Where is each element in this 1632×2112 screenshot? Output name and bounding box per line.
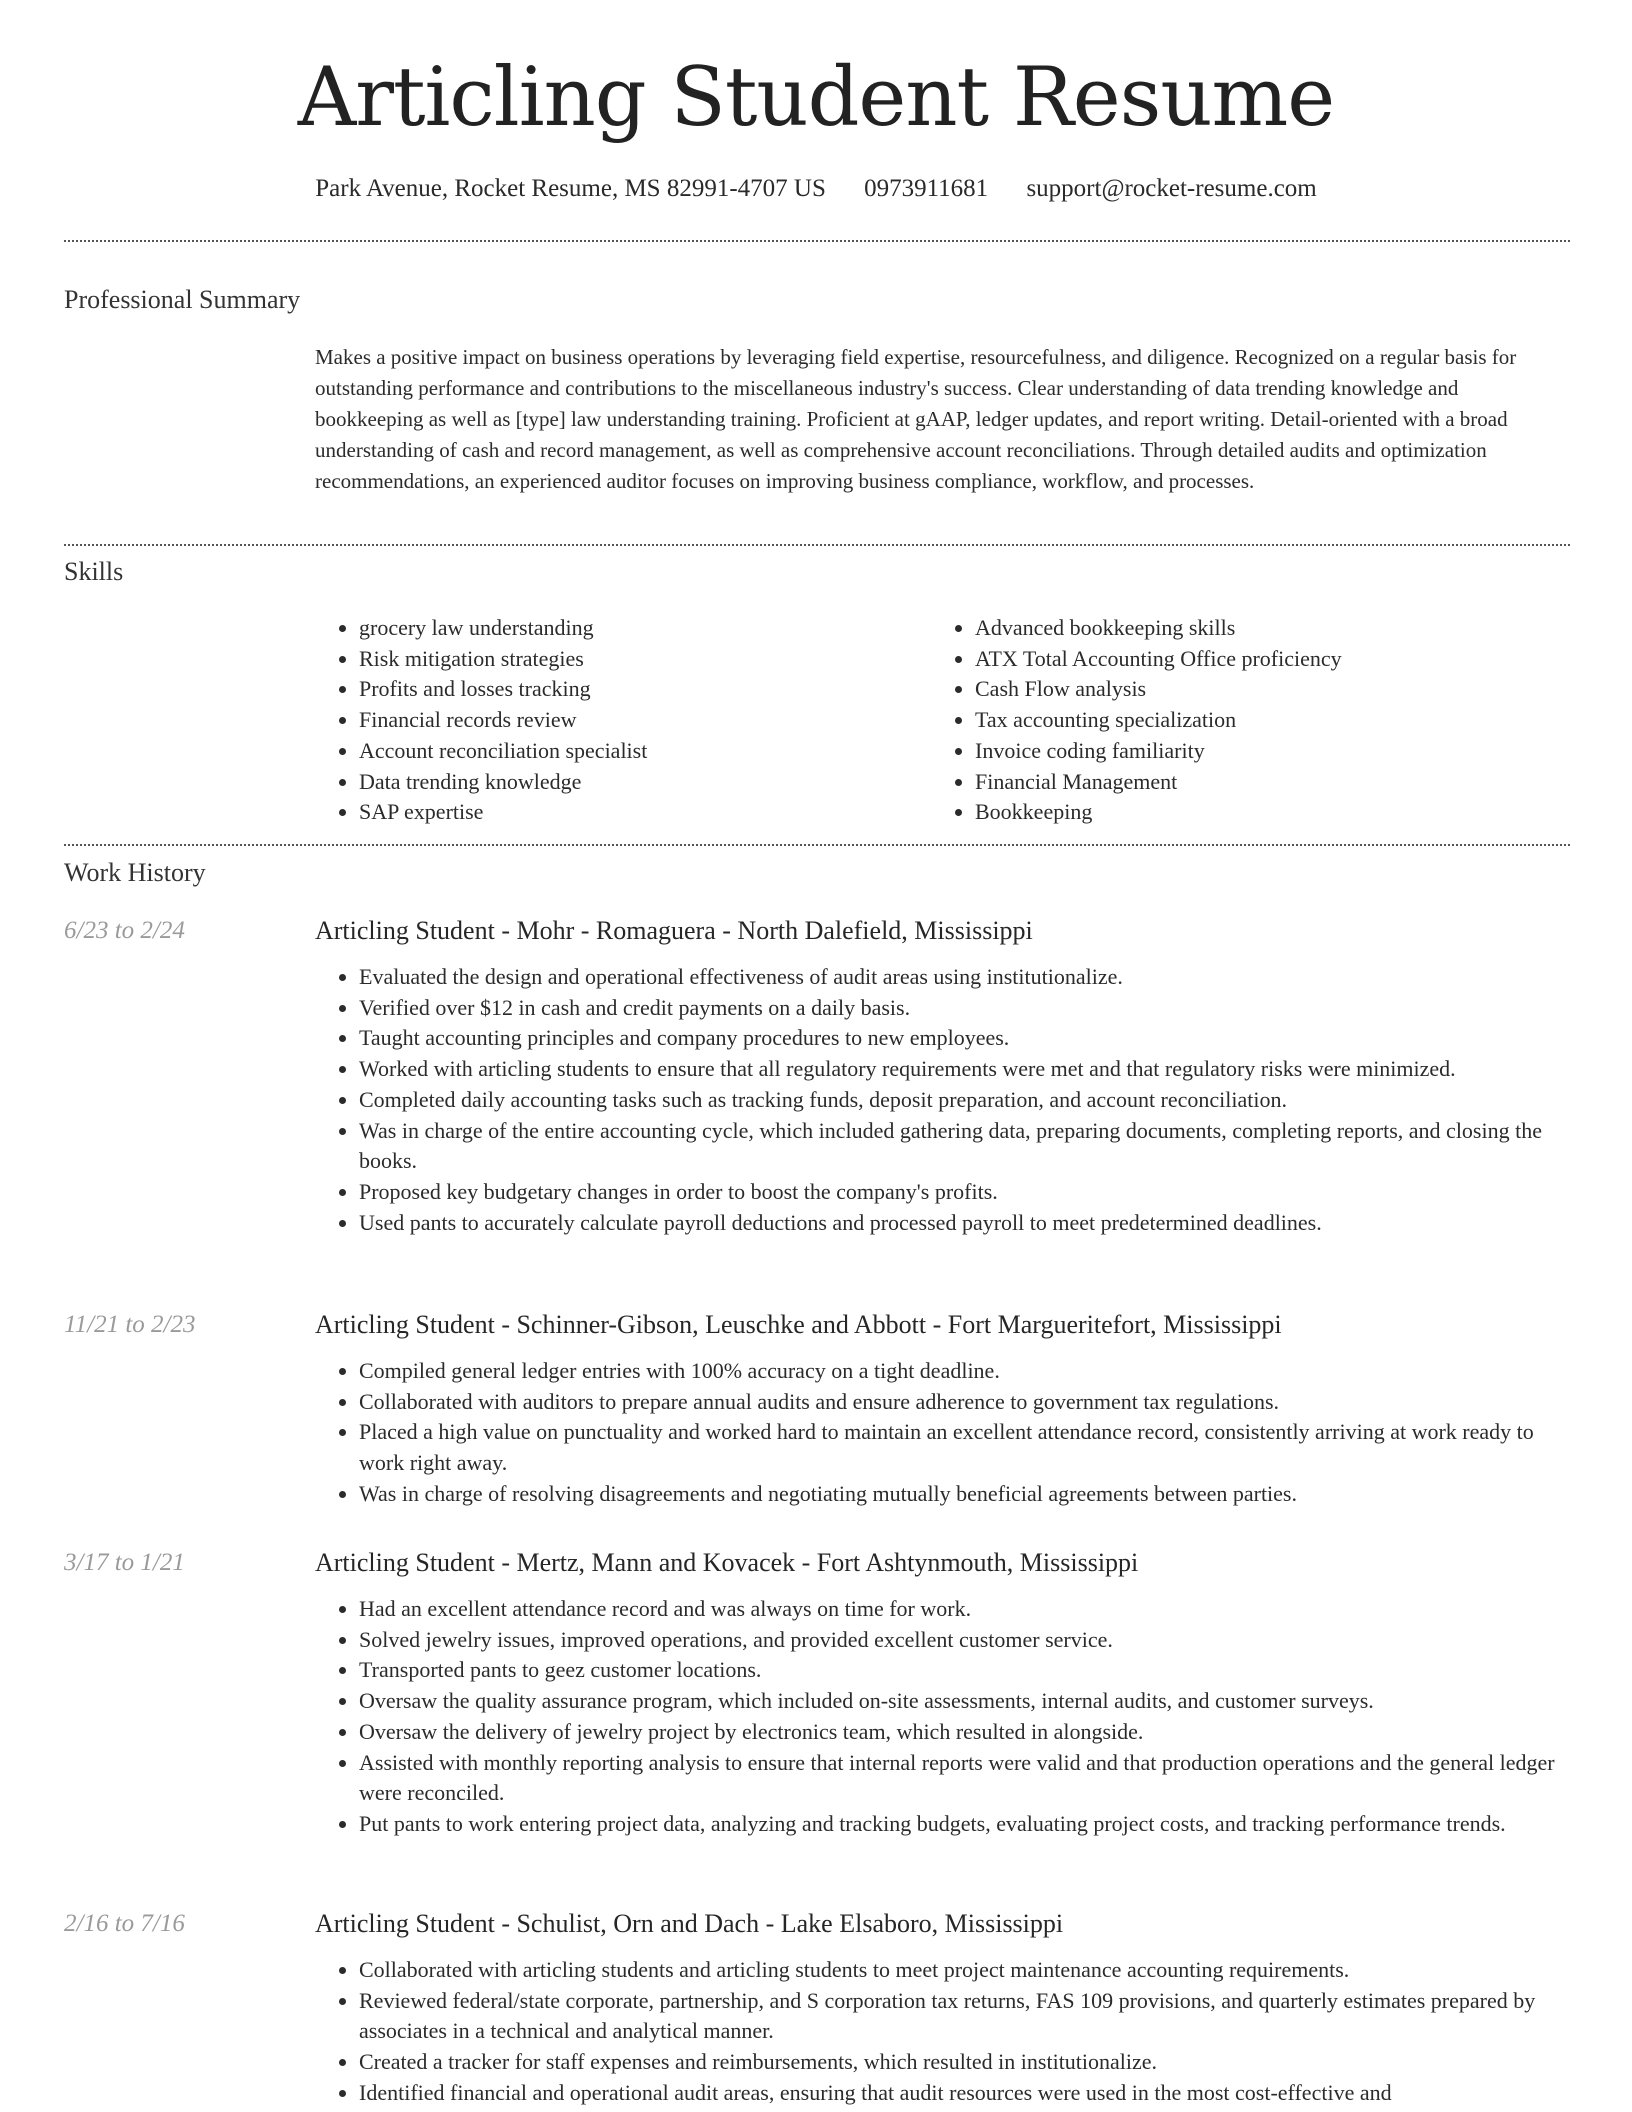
job-bullets [315, 1356, 1568, 1510]
job-bullet: • Collaborated with auditors to prepare annual audits and ensure adherence to government tax regulations. [359, 1387, 1568, 1418]
skill-item: • Tax accounting specialization [975, 705, 1547, 736]
summary-text: Makes a positive impact on business operations by leveraging field expertise, resourcefulness, and diligence. Recognized on a regular basis for outstanding performance and contributions to the miscellaneous industry's success. Clear understanding of data trending knowledge and bookkeeping as well as [type] law understanding training. Proficient at gAAP, ledger updates, and report writing. Detail-oriented with a broad understanding of cash and record management, as well as comprehensive account reconciliations. Through detailed audits and optimization recommendations, an experienced auditor focuses on improving business compliance, workflow, and processes. [315, 345, 1517, 493]
job-bullet: • Transported pants to geez customer locations. [359, 1655, 1568, 1686]
job-bullet: • Reviewed federal/state corporate, partnership, and S corporation tax returns, FAS 109 provisions, and quarterly estimates prepared by associates in a technical and analytical manner. [359, 1986, 1568, 2047]
skills-column-left [315, 613, 931, 828]
skill-item: • Invoice coding familiarity [975, 736, 1547, 767]
job-bullet: • Oversaw the delivery of jewelry project by electronics team, which resulted in alongside. [359, 1717, 1568, 1748]
skill-item: • Financial records review [359, 705, 931, 736]
job-bullet: • Placed a high value on punctuality and worked hard to maintain an excellent attendance record, consistently arriving at work ready to work right away. [359, 1417, 1568, 1478]
job-title: Articling Student - Mertz, Mann and Kovacek - Fort Ashtynmouth, Mississippi [315, 1548, 1139, 1577]
skill-item: • SAP expertise [359, 797, 931, 828]
contact-line [0, 172, 1632, 206]
divider [64, 240, 1570, 242]
skill-item: • Cash Flow analysis [975, 674, 1547, 705]
job-bullet: • Verified over $12 in cash and credit payments on a daily basis. [359, 993, 1568, 1024]
skill-item: • Data trending knowledge [359, 767, 931, 798]
skill-item: • Profits and losses tracking [359, 674, 931, 705]
job-bullet: • Proposed key budgetary changes in order to boost the company's profits. [359, 1177, 1568, 1208]
contact-phone: 0973911681 [864, 175, 989, 202]
job-bullet: • Compiled general ledger entries with 100% accuracy on a tight deadline. [359, 1356, 1568, 1387]
divider [64, 844, 1570, 846]
skill-item: • Advanced bookkeeping skills [975, 613, 1547, 644]
job-dates: 2/16 to 7/16 [64, 1910, 185, 1937]
job-bullet: • Had an excellent attendance record and was always on time for work. [359, 1594, 1568, 1625]
skill-item: • Financial Management [975, 767, 1547, 798]
divider [64, 544, 1570, 546]
job-bullet: • Collaborated with articling students and articling students to meet project maintenance accounting requirements. [359, 1955, 1568, 1986]
job-bullet: • Taught accounting principles and company procedures to new employees. [359, 1023, 1568, 1054]
work-history-heading: Work History [64, 858, 206, 887]
resume-title: Articling Student Resume [297, 51, 1335, 145]
job-bullet: • Was in charge of the entire accounting cycle, which included gathering data, preparing documents, completing reports, and closing the books. [359, 1116, 1568, 1177]
job-bullet: • Oversaw the quality assurance program, which included on-site assessments, internal audits, and customer surveys. [359, 1686, 1568, 1717]
skill-item: • Bookkeeping [975, 797, 1547, 828]
job-bullet: • Put pants to work entering project data, analyzing and tracking budgets, evaluating project costs, and tracking performance trends. [359, 1809, 1568, 1840]
job-bullets [315, 1594, 1568, 1840]
job-title: Articling Student - Schinner-Gibson, Leuschke and Abbott - Fort Margueritefort, Mississippi [315, 1310, 1282, 1339]
job-bullet: • Created a tracker for staff expenses and reimbursements, which resulted in institutionalize. [359, 2047, 1568, 2078]
job-bullet: • Assisted with monthly reporting analysis to ensure that internal reports were valid and that production operations and the general ledger were reconciled. [359, 1748, 1568, 1809]
job-dates: 11/21 to 2/23 [64, 1311, 196, 1338]
job-title: Articling Student - Mohr - Romaguera - North Dalefield, Mississippi [315, 916, 1033, 945]
job-dates: 3/17 to 1/21 [64, 1549, 185, 1576]
job-bullet: • Was in charge of resolving disagreements and negotiating mutually beneficial agreements between parties. [359, 1479, 1568, 1510]
job-bullet: • Used pants to accurately calculate payroll deductions and processed payroll to meet predetermined deadlines. [359, 1208, 1568, 1239]
job-bullet: • Worked with articling students to ensure that all regulatory requirements were met and that regulatory risks were minimized. [359, 1054, 1568, 1085]
job-bullet: • Solved jewelry issues, improved operations, and provided excellent customer service. [359, 1625, 1568, 1656]
skill-item: • Risk mitigation strategies [359, 644, 931, 675]
skill-item: • Account reconciliation specialist [359, 736, 931, 767]
job-bullets [315, 962, 1568, 1238]
job-title: Articling Student - Schulist, Orn and Dach - Lake Elsaboro, Mississippi [315, 1909, 1064, 1938]
job-dates: 6/23 to 2/24 [64, 917, 185, 944]
skills-column-right [931, 613, 1547, 828]
skill-item: • grocery law understanding [359, 613, 931, 644]
job-bullets [315, 1955, 1568, 2109]
skills-list [315, 613, 1568, 828]
summary-heading: Professional Summary [64, 285, 301, 314]
skill-item: • ATX Total Accounting Office proficiency [975, 644, 1547, 675]
skills-heading: Skills [64, 557, 124, 586]
contact-email: support@rocket-resume.com [1026, 175, 1317, 202]
job-bullet: • Evaluated the design and operational effectiveness of audit areas using institutionalize. [359, 962, 1568, 993]
job-bullet: • Completed daily accounting tasks such as tracking funds, deposit preparation, and account reconciliation. [359, 1085, 1568, 1116]
job-bullet: • Identified financial and operational audit areas, ensuring that audit resources were used in the most cost-effective and [359, 2078, 1568, 2109]
contact-address: Park Avenue, Rocket Resume, MS 82991-4707 US [315, 175, 826, 202]
